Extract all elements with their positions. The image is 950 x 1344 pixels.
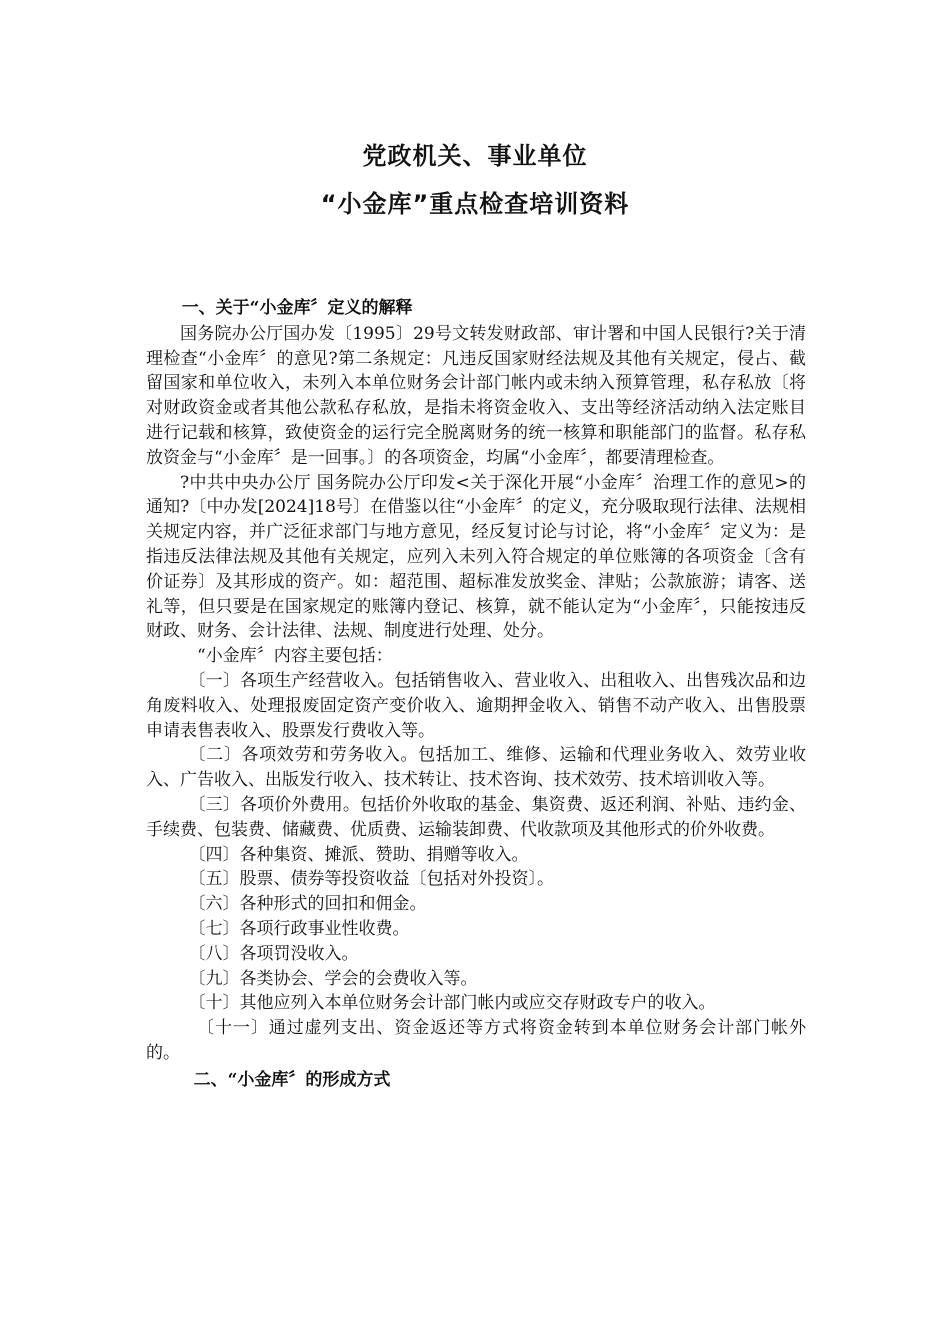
paragraph-definition-1995: 国务院办公厅国办发〔1995〕29号文转发财政部、审计署和中国人民银行?关于清理检查“小金库〞的意见?第二条规定：凡违反国家财经法规及其他有关规定，侵占、截留国家和单位收入，未列入本单位财务会计部门帐内或未纳入预算管理，私存私放〔将对财政资金或者其他公款私存私放，是指未将资金收入、支出等经济活动纳入法定账目进行记载和核算，致使资金的运行完全脱离财务的统一核算和职能部门的监督。私存私放资金与“小金库〞是一回事。〕的各项资金，均属“小金库〞，都要清理检查。 <box>146 323 806 468</box>
list-item: 〔四〕各种集资、摊派、赞助、捐赠等收入。 <box>188 844 529 865</box>
document-title-line-2: “小金库”重点检查培训资料 <box>320 190 630 218</box>
list-item: 〔六〕各种形式的回扣和佣金。 <box>188 894 427 915</box>
paragraph-definition-2024: ?中共中央办公厅 国务院办公厅印发<关于深化开展“小金库〞治理工作的意见>的通知?〔中办发[2024]18号〕在借鉴以往“小金库〞的定义，充分吸取现行法律、法规相关规定内容，并广泛征求部门与地方意见，经反复讨论与讨论，将“小金库〞定义为：是指违反法律法规及其他有关规定，应列入未列入符合规定的单位账簿的各项资金〔含有价证券〕及其形成的资产。如：超范围、超标准发放奖金、津贴；公款旅游；请客、送礼等，但只要是在国家规定的账簿内登记、核算，就不能认定为“小金库〞，只能按违反财政、财务、会计法律、法规、制度进行处理、处分。 <box>146 472 806 642</box>
list-item: 〔一〕各项生产经营收入。包括销售收入、营业收入、出租收入、出售残次品和边角废料收入、处理报废固定资产变价收入、逾期押金收入、销售不动产收入、出售股票申请表售表收入、股票发行费收入等。 <box>146 670 806 741</box>
list-item: 〔七〕各项行政事业性收费。 <box>188 918 410 939</box>
document-body <box>146 296 806 1093</box>
list-item: 〔九〕各类协会、学会的会费收入等。 <box>188 968 478 989</box>
section-heading-1: 一、关于“小金库〞定义的解释 <box>181 298 413 318</box>
list-item: 〔五〕股票、债券等投资收益〔包括对外投资〕。 <box>188 869 554 890</box>
paragraph-contents-intro: “小金库〞内容主要包括： <box>197 646 393 667</box>
list-item: 〔十〕其他应列入本单位财务会计部门帐内或应交存财政专户的收入。 <box>188 993 716 1014</box>
list-item: 〔十一〕通过虚列支出、资金返还等方式将资金转到本单位财务会计部门帐外的。 <box>146 1018 806 1063</box>
list-item: 〔八〕各项罚没收入。 <box>188 943 359 964</box>
document-title-line-1: 党政机关、事业单位 <box>362 142 588 170</box>
list-item: 〔二〕各项效劳和劳务收入。包括加工、维修、运输和代理业务收入、效劳业收入、广告收入、出版发行收入、技术转让、技术咨询、技术效劳、技术培训收入等。 <box>146 745 806 791</box>
list-item: 〔三〕各项价外费用。包括价外收取的基金、集资费、返还利润、补贴、违约金、手续费、包装费、储藏费、优质费、运输装卸费、代收款项及其他形式的价外收费。 <box>146 794 806 840</box>
section-heading-2: 二、“小金库〞的形成方式 <box>193 1069 391 1090</box>
